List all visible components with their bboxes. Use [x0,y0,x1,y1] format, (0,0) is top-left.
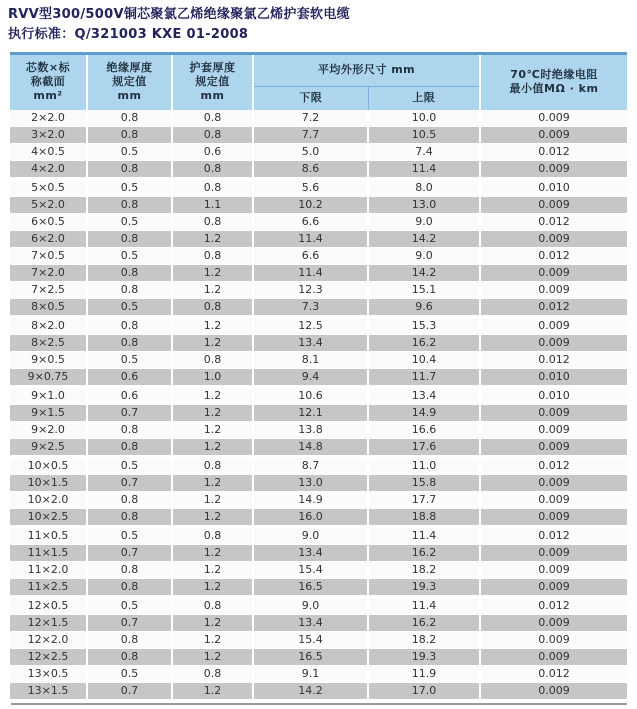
cell-sheath-thickness: 1.2 [172,615,253,632]
cell-od-upper: 14.2 [368,265,480,282]
table-row [10,545,627,562]
table-row [10,527,627,545]
cell-od-upper: 18.8 [368,509,480,527]
cell-sheath-thickness: 1.2 [172,335,253,352]
cell-od-lower: 7.7 [253,127,368,144]
table-row [10,666,627,683]
cell-od-upper: 7.4 [368,144,480,161]
cell-min-resistance: 0.009 [480,475,627,492]
table-row [10,597,627,615]
cell-insulation-thickness: 0.5 [87,248,172,265]
cell-od-lower: 7.2 [253,110,368,127]
cell-spec: 12×1.5 [10,615,87,632]
cell-insulation-thickness: 0.7 [87,545,172,562]
table-header [10,54,627,111]
cell-sheath-thickness: 0.8 [172,110,253,127]
header-sheath-line2: 规定值 [195,75,230,88]
cell-spec: 10×0.5 [10,457,87,475]
cell-min-resistance: 0.012 [480,352,627,369]
header-cores-line1: 芯数×标 [25,61,71,74]
cell-od-upper: 14.9 [368,405,480,422]
cell-od-lower: 5.6 [253,179,368,197]
table-row [10,475,627,492]
cell-spec: 9×1.0 [10,387,87,405]
cell-sheath-thickness: 0.8 [172,597,253,615]
cell-od-upper: 15.1 [368,282,480,299]
cell-spec: 8×2.5 [10,335,87,352]
cell-min-resistance: 0.012 [480,214,627,231]
cell-min-resistance: 0.009 [480,562,627,579]
cell-min-resistance: 0.009 [480,649,627,666]
cell-min-resistance: 0.009 [480,127,627,144]
header-lower-limit: 下限 [253,87,368,111]
cell-spec: 7×0.5 [10,248,87,265]
table-row [10,615,627,632]
cell-insulation-thickness: 0.6 [87,369,172,387]
cell-sheath-thickness: 1.2 [172,422,253,439]
cell-min-resistance: 0.010 [480,369,627,387]
table-row [10,439,627,457]
header-insulation-line2: 规定值 [112,75,147,88]
cell-od-upper: 11.0 [368,457,480,475]
cell-insulation-thickness: 0.5 [87,179,172,197]
cell-od-upper: 18.2 [368,632,480,649]
cell-insulation-thickness: 0.5 [87,352,172,369]
cell-od-upper: 8.0 [368,179,480,197]
cell-sheath-thickness: 1.2 [172,545,253,562]
cell-sheath-thickness: 1.2 [172,317,253,335]
cell-sheath-thickness: 1.1 [172,197,253,214]
cell-min-resistance: 0.009 [480,161,627,179]
page-title: RVV型300/500V铜芯聚氯乙烯绝缘聚氯乙烯护套软电缆 [8,7,350,22]
cell-spec: 8×2.0 [10,317,87,335]
cell-od-upper: 10.4 [368,352,480,369]
header-upper-limit: 上限 [368,87,480,111]
table-row [10,683,627,700]
table-row [10,127,627,144]
cell-spec: 9×0.75 [10,369,87,387]
cell-spec: 9×2.5 [10,439,87,457]
cell-od-upper: 17.6 [368,439,480,457]
cell-insulation-thickness: 0.8 [87,422,172,439]
cell-od-upper: 14.2 [368,231,480,248]
cell-min-resistance: 0.012 [480,597,627,615]
cell-od-upper: 17.0 [368,683,480,700]
cell-insulation-thickness: 0.8 [87,317,172,335]
table-bottom-rule [11,703,627,705]
cell-od-lower: 15.4 [253,632,368,649]
table-row [10,335,627,352]
cell-min-resistance: 0.012 [480,666,627,683]
cell-min-resistance: 0.009 [480,197,627,214]
cell-sheath-thickness: 0.8 [172,161,253,179]
table-row [10,214,627,231]
cell-insulation-thickness: 0.5 [87,144,172,161]
cell-od-upper: 11.4 [368,597,480,615]
cell-insulation-thickness: 0.7 [87,683,172,700]
cell-min-resistance: 0.009 [480,422,627,439]
cell-spec: 9×0.5 [10,352,87,369]
cell-od-lower: 16.0 [253,509,368,527]
cell-insulation-thickness: 0.8 [87,231,172,248]
cell-min-resistance: 0.009 [480,545,627,562]
cell-spec: 9×2.0 [10,422,87,439]
cell-min-resistance: 0.009 [480,231,627,248]
cell-od-lower: 14.9 [253,492,368,509]
cell-spec: 4×2.0 [10,161,87,179]
cell-min-resistance: 0.009 [480,632,627,649]
cell-od-upper: 11.4 [368,527,480,545]
cell-min-resistance: 0.009 [480,615,627,632]
cell-min-resistance: 0.009 [480,265,627,282]
cell-sheath-thickness: 0.8 [172,457,253,475]
cell-od-lower: 13.4 [253,545,368,562]
cell-min-resistance: 0.012 [480,527,627,545]
cell-insulation-thickness: 0.5 [87,666,172,683]
table-body [10,110,627,700]
cell-insulation-thickness: 0.8 [87,110,172,127]
cell-od-lower: 12.3 [253,282,368,299]
cell-min-resistance: 0.010 [480,179,627,197]
cell-spec: 8×0.5 [10,299,87,317]
cell-od-upper: 16.2 [368,335,480,352]
table-row [10,457,627,475]
cell-od-lower: 16.5 [253,649,368,666]
cable-spec-table [10,52,627,700]
cell-od-lower: 14.8 [253,439,368,457]
cell-od-lower: 9.4 [253,369,368,387]
cell-od-upper: 13.4 [368,387,480,405]
cell-spec: 10×2.5 [10,509,87,527]
header-insulation-unit: mm [117,89,142,102]
header-sheath-line1: 护套厚度 [189,61,236,74]
cell-insulation-thickness: 0.8 [87,562,172,579]
cell-min-resistance: 0.009 [480,439,627,457]
cell-od-upper: 11.7 [368,369,480,387]
cell-sheath-thickness: 0.6 [172,144,253,161]
header-avg-outer-dimensions: 平均外形尺寸 mm [253,54,480,87]
cell-insulation-thickness: 0.7 [87,615,172,632]
cell-sheath-thickness: 0.8 [172,666,253,683]
cell-od-lower: 16.5 [253,579,368,597]
cell-sheath-thickness: 1.2 [172,231,253,248]
header-sheath-thickness [172,54,253,111]
cell-sheath-thickness: 1.2 [172,632,253,649]
cell-min-resistance: 0.009 [480,317,627,335]
cell-od-upper: 9.6 [368,299,480,317]
cell-spec: 12×2.5 [10,649,87,666]
cell-spec: 7×2.5 [10,282,87,299]
cell-spec: 9×1.5 [10,405,87,422]
header-resistance-line2: 最小值MΩ · km [509,82,599,95]
table-row [10,231,627,248]
cell-sheath-thickness: 1.0 [172,369,253,387]
cell-sheath-thickness: 1.2 [172,265,253,282]
cell-od-lower: 8.1 [253,352,368,369]
cell-od-upper: 19.3 [368,579,480,597]
cell-insulation-thickness: 0.5 [87,597,172,615]
cell-insulation-thickness: 0.8 [87,439,172,457]
table-row [10,144,627,161]
cell-od-upper: 16.6 [368,422,480,439]
cell-min-resistance: 0.012 [480,248,627,265]
cell-min-resistance: 0.012 [480,457,627,475]
cell-od-lower: 10.6 [253,387,368,405]
cell-od-upper: 18.2 [368,562,480,579]
cell-sheath-thickness: 1.2 [172,683,253,700]
cell-od-upper: 9.0 [368,214,480,231]
table-row [10,248,627,265]
cell-od-upper: 11.4 [368,161,480,179]
cell-min-resistance: 0.009 [480,509,627,527]
cell-sheath-thickness: 0.8 [172,127,253,144]
cell-insulation-thickness: 0.8 [87,492,172,509]
cell-spec: 12×0.5 [10,597,87,615]
table-row [10,562,627,579]
table-row [10,282,627,299]
header-insulation-resistance [480,54,627,111]
cell-od-lower: 13.4 [253,335,368,352]
cell-od-lower: 15.4 [253,562,368,579]
header-cores-section [10,54,87,111]
cell-od-lower: 5.0 [253,144,368,161]
cell-sheath-thickness: 1.2 [172,509,253,527]
cell-od-upper: 16.2 [368,615,480,632]
cell-od-lower: 14.2 [253,683,368,700]
cell-spec: 11×2.0 [10,562,87,579]
cell-insulation-thickness: 0.5 [87,457,172,475]
cell-insulation-thickness: 0.8 [87,265,172,282]
table-row [10,387,627,405]
header-row-main [10,54,627,87]
cell-min-resistance: 0.009 [480,492,627,509]
cell-od-lower: 9.1 [253,666,368,683]
table-row [10,161,627,179]
standard-line: 执行标准：Q/321003 KXE 01-2008 [8,27,249,42]
cell-spec: 11×0.5 [10,527,87,545]
cell-od-lower: 6.6 [253,214,368,231]
cell-min-resistance: 0.009 [480,335,627,352]
cell-sheath-thickness: 1.2 [172,649,253,666]
header-cores-unit: mm² [33,89,63,102]
cell-od-lower: 13.0 [253,475,368,492]
cell-spec: 12×2.0 [10,632,87,649]
cell-od-lower: 7.3 [253,299,368,317]
table-row [10,405,627,422]
cell-sheath-thickness: 1.2 [172,475,253,492]
cell-insulation-thickness: 0.8 [87,282,172,299]
table-row [10,299,627,317]
title-block [0,0,637,45]
cell-insulation-thickness: 0.8 [87,335,172,352]
cell-insulation-thickness: 0.5 [87,214,172,231]
cell-spec: 13×1.5 [10,683,87,700]
table-row [10,632,627,649]
cell-min-resistance: 0.009 [480,110,627,127]
cell-od-upper: 19.3 [368,649,480,666]
cell-sheath-thickness: 0.8 [172,179,253,197]
cell-od-lower: 9.0 [253,527,368,545]
cell-sheath-thickness: 0.8 [172,214,253,231]
table-row [10,352,627,369]
cell-min-resistance: 0.012 [480,144,627,161]
table-row [10,317,627,335]
header-resistance-line1: 70℃时绝缘电阻 [510,68,598,81]
table-row [10,369,627,387]
cell-insulation-thickness: 0.8 [87,649,172,666]
cell-od-upper: 15.3 [368,317,480,335]
cell-spec: 3×2.0 [10,127,87,144]
table-row [10,179,627,197]
header-sheath-unit: mm [200,89,225,102]
cell-spec: 2×2.0 [10,110,87,127]
cell-sheath-thickness: 0.8 [172,248,253,265]
cell-od-lower: 11.4 [253,265,368,282]
cell-od-lower: 13.4 [253,615,368,632]
cell-spec: 10×2.0 [10,492,87,509]
cell-insulation-thickness: 0.6 [87,387,172,405]
table-row [10,492,627,509]
cell-insulation-thickness: 0.7 [87,475,172,492]
cell-insulation-thickness: 0.7 [87,405,172,422]
cell-min-resistance: 0.009 [480,282,627,299]
cell-od-upper: 10.5 [368,127,480,144]
cell-insulation-thickness: 0.5 [87,299,172,317]
cell-spec: 6×0.5 [10,214,87,231]
cell-insulation-thickness: 0.8 [87,161,172,179]
cell-min-resistance: 0.010 [480,387,627,405]
cell-sheath-thickness: 0.8 [172,527,253,545]
table-row [10,579,627,597]
table-row [10,110,627,127]
cell-spec: 13×0.5 [10,666,87,683]
cell-od-upper: 9.0 [368,248,480,265]
cell-od-lower: 10.2 [253,197,368,214]
cell-insulation-thickness: 0.8 [87,509,172,527]
cell-insulation-thickness: 0.8 [87,197,172,214]
cell-od-upper: 11.9 [368,666,480,683]
cell-od-upper: 10.0 [368,110,480,127]
cell-od-upper: 17.7 [368,492,480,509]
cell-od-lower: 12.1 [253,405,368,422]
cell-min-resistance: 0.009 [480,405,627,422]
cell-sheath-thickness: 0.8 [172,352,253,369]
cell-sheath-thickness: 1.2 [172,562,253,579]
header-insulation-thickness [87,54,172,111]
cell-spec: 7×2.0 [10,265,87,282]
cell-spec: 10×1.5 [10,475,87,492]
cell-od-lower: 8.7 [253,457,368,475]
cell-min-resistance: 0.012 [480,299,627,317]
cell-sheath-thickness: 0.8 [172,299,253,317]
header-cores-line2: 称截面 [30,75,66,88]
cell-od-upper: 16.2 [368,545,480,562]
cell-min-resistance: 0.009 [480,683,627,700]
cell-spec: 11×2.5 [10,579,87,597]
table-row [10,265,627,282]
cell-od-upper: 13.0 [368,197,480,214]
cell-spec: 5×0.5 [10,179,87,197]
cell-spec: 4×0.5 [10,144,87,161]
cell-sheath-thickness: 1.2 [172,405,253,422]
cell-od-lower: 12.5 [253,317,368,335]
cell-spec: 11×1.5 [10,545,87,562]
table-row [10,509,627,527]
cell-insulation-thickness: 0.5 [87,527,172,545]
cell-min-resistance: 0.009 [480,579,627,597]
cell-insulation-thickness: 0.8 [87,579,172,597]
cell-spec: 5×2.0 [10,197,87,214]
cell-od-lower: 13.8 [253,422,368,439]
cell-sheath-thickness: 1.2 [172,492,253,509]
cell-sheath-thickness: 1.2 [172,439,253,457]
table-row [10,197,627,214]
cell-sheath-thickness: 1.2 [172,387,253,405]
cell-od-lower: 9.0 [253,597,368,615]
cell-od-lower: 8.6 [253,161,368,179]
cell-od-upper: 15.8 [368,475,480,492]
cell-insulation-thickness: 0.8 [87,632,172,649]
cell-sheath-thickness: 1.2 [172,282,253,299]
cell-sheath-thickness: 1.2 [172,579,253,597]
cell-od-lower: 11.4 [253,231,368,248]
cell-spec: 6×2.0 [10,231,87,248]
header-insulation-line1: 绝缘厚度 [106,61,153,74]
table-row [10,422,627,439]
table-row [10,649,627,666]
cell-insulation-thickness: 0.8 [87,127,172,144]
cell-od-lower: 6.6 [253,248,368,265]
